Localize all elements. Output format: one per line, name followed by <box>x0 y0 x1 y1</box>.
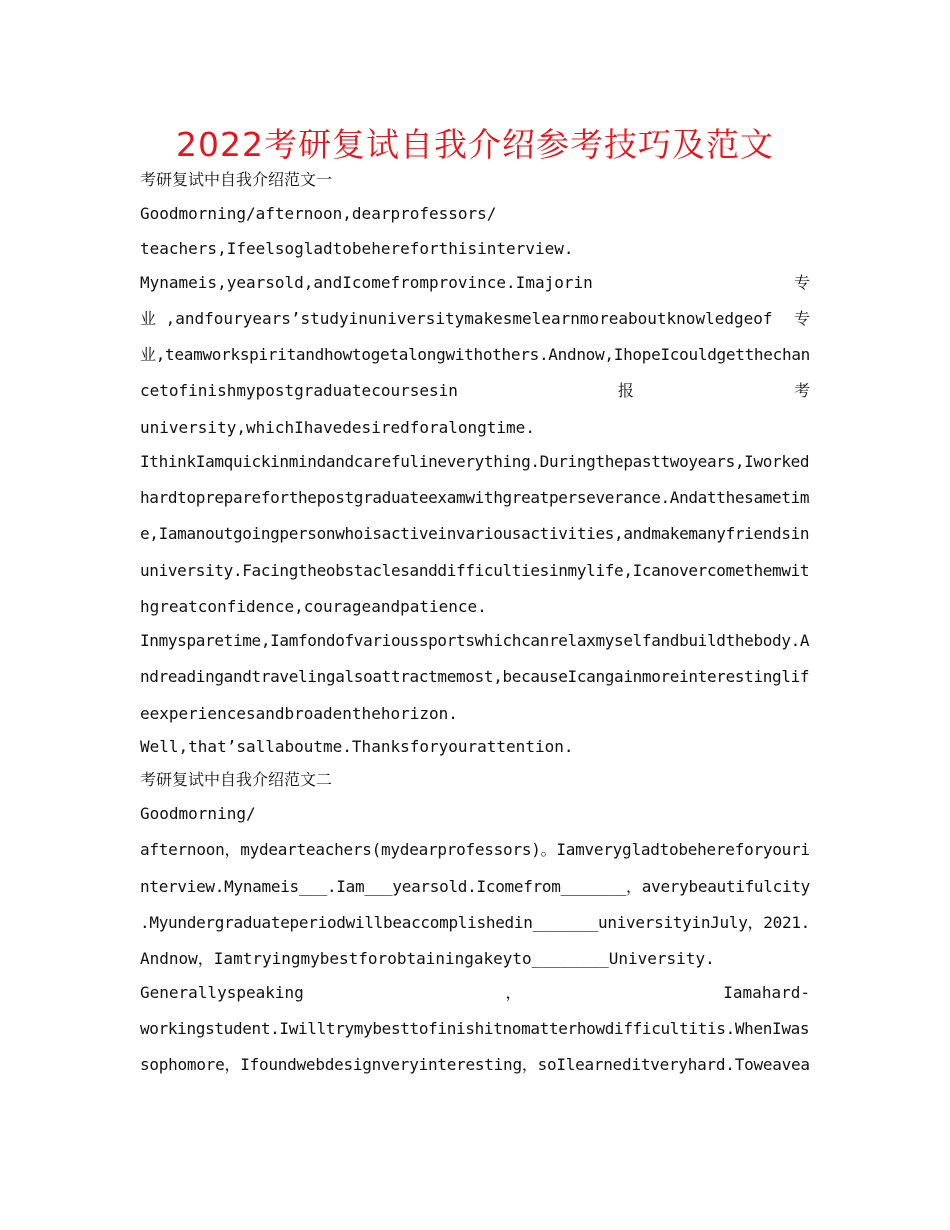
text-segment: 考 <box>793 381 810 400</box>
text-line: eexperiencesandbroadenthehorizon. <box>140 704 458 723</box>
text-segment: Generallyspeaking <box>140 983 304 1002</box>
text-line: Andnow，Iamtryingmybestforobtainingakeyto________University. <box>140 949 715 968</box>
text-line: .Myundergraduateperiodwillbeaccomplishedin_______universityinJuly，2021. <box>140 913 810 932</box>
text-line: afternoon，mydearteachers(mydearprofessors)。Iamverygladtobehereforyouri <box>140 840 810 859</box>
document-title: 2022考研复试自我介绍参考技巧及范文 <box>176 125 774 164</box>
text-segment: 业 ,andfouryears’studyinuniversitymakesmelearnmoreaboutknowledgeof <box>140 309 773 328</box>
section-heading: 考研复试中自我介绍范文二 <box>140 770 333 789</box>
text-segment: Mynameis,yearsold,andIcomefromprovince.Imajorin <box>140 273 593 292</box>
section-heading: 考研复试中自我介绍范文一 <box>140 170 333 189</box>
text-line: Inmysparetime,Iamfondofvarioussportswhichcanrelaxmyselfandbuildthebody.A <box>140 631 810 650</box>
text-line-justified <box>140 272 810 294</box>
text-line: sophomore，Ifoundwebdesignveryinteresting，soIlearneditveryhard.Toweavea <box>140 1055 810 1074</box>
text-segment: cetofinishmypostgraduatecoursesin <box>140 381 458 400</box>
text-line: workingstudent.Iwilltrymybesttofinishitnomatterhowdifficultitis.WhenIwas <box>140 1019 810 1038</box>
text-segment: ， <box>505 983 522 1002</box>
text-line: Goodmorning/ <box>140 804 256 823</box>
text-line-justified <box>140 982 810 1004</box>
text-line: teachers,Ifeelsogladtobehereforthisinterview. <box>140 239 574 258</box>
text-line: university,whichIhavedesiredforalongtime. <box>140 418 535 437</box>
text-segment: 专 <box>793 309 810 328</box>
text-line: Goodmorning/afternoon,dearprofessors/ <box>140 204 497 223</box>
text-line-justified <box>140 380 810 402</box>
text-segment: 报 <box>617 381 634 400</box>
text-line: 业,teamworkspiritandhowtogetalongwithothers.Andnow,IhopeIcouldgetthechan <box>140 345 810 364</box>
text-line: hardtoprepareforthepostgraduateexamwithgreatperseverance.Andatthesametim <box>140 488 810 507</box>
text-line: ndreadingandtravelingalsoattractmemost,becauseIcangainmoreinterestinglif <box>140 667 810 686</box>
text-segment: 专 <box>793 273 810 292</box>
text-line: hgreatconfidence,courageandpatience. <box>140 597 487 616</box>
text-line: e,Iamanoutgoingpersonwhoisactiveinvariousactivities,andmakemanyfriendsin <box>140 524 810 543</box>
text-line: university.Facingtheobstaclesanddifficultiesinmylife,Icanovercomethemwit <box>140 561 810 580</box>
text-line-justified <box>140 308 810 330</box>
text-segment: Iamahard- <box>723 983 810 1002</box>
text-line: Well,that’sallaboutme.Thanksforyourattention. <box>140 737 574 756</box>
text-line: IthinkIamquickinmindandcarefulineverything.Duringthepasttwoyears,Iworked <box>140 452 810 471</box>
text-line: nterview.Mynameis___.Iam___yearsold.Icomefrom_______，averybeautifulcity <box>140 877 810 896</box>
